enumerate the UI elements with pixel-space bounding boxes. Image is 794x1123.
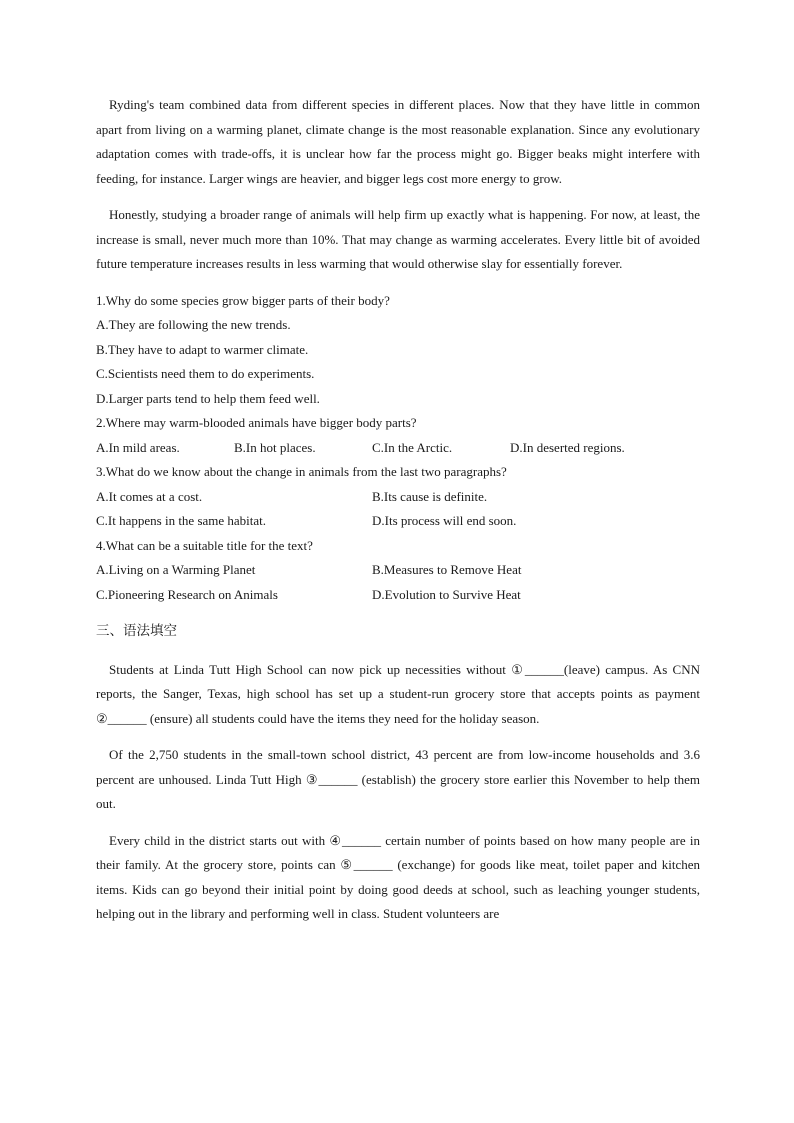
question-stem: 1.Why do some species grow bigger parts of their body? <box>96 292 390 308</box>
question-1 <box>96 289 700 412</box>
grammar-paragraph: Every child in the district starts out with ④______ certain number of points based on how many people are in their family. At the grocery store, points can ⑤______ (exchange) for goods like meat, toilet paper and kitchen items. Kids can go beyond their initial point by doing good deeds at school, such as leaching younger students, helping out in the library and performing well in class. Student volunteers are <box>96 832 700 921</box>
question-2 <box>96 411 700 460</box>
option-row <box>96 558 700 583</box>
option: A.It comes at a cost. <box>96 488 203 504</box>
option: D.In deserted regions. <box>510 439 625 455</box>
question-4 <box>96 534 700 608</box>
option: D.Its process will end soon. <box>372 513 517 528</box>
question-stem: 2.Where may warm-blooded animals have bigger body parts? <box>96 415 417 430</box>
option: C.It happens in the same habitat. <box>96 513 267 528</box>
document-content <box>96 93 700 939</box>
passage-paragraph: Honestly, studying a broader range of animals will help firm up exactly what is happening. For now, at least, the increase is small, never much more than 10%. That may change as warming accelerates. Every little bit of avoided future temperature increases results in less warming that would otherwise slay for essentially forever. <box>96 207 700 271</box>
option: A.They are following the new trends. <box>96 317 291 332</box>
section-heading: 三、语法填空 <box>96 623 177 639</box>
option: B.Measures to Remove Heat <box>372 562 522 577</box>
option: D.Evolution to Survive Heat <box>372 586 521 602</box>
option: B.They have to adapt to warmer climate. <box>96 341 309 357</box>
option: B.In hot places. <box>234 439 316 455</box>
option: A.Living on a Warming Planet <box>96 562 256 577</box>
question-stem: 4.What can be a suitable title for the text? <box>96 537 313 553</box>
question-stem: 3.What do we know about the change in animals from the last two paragraphs? <box>96 464 507 479</box>
option-row <box>96 583 700 608</box>
option-row <box>96 436 700 461</box>
passage-paragraph: Ryding's team combined data from different species in different places. Now that they have little in common apart from living on a warming planet, climate change is the most reasonable explanation. Since any evolutionary adaptation comes with trade-offs, it is unclear how far the process might go. Bigger beaks might interfere with feeding, for instance. Larger wings are heavier, and bigger legs cost more energy to grow. <box>96 97 700 186</box>
option: A.In mild areas. <box>96 439 180 455</box>
option: C.In the Arctic. <box>372 439 453 455</box>
option: D.Larger parts tend to help them feed well. <box>96 390 320 406</box>
option: C.Pioneering Research on Animals <box>96 586 278 602</box>
question-3 <box>96 460 700 534</box>
grammar-paragraph: Of the 2,750 students in the small-town school district, 43 percent are from low-income households and 3.6 percent are unhoused. Linda Tutt High ③______ (establish) the grocery store earlier this November to help them out. <box>96 747 700 811</box>
option: B.Its cause is definite. <box>372 488 488 504</box>
option: C.Scientists need them to do experiments. <box>96 366 315 381</box>
grammar-paragraph: Students at Linda Tutt High School can now pick up necessities without ①______(leave) campus. As CNN reports, the Sanger, Texas, high school has set up a student-run grocery store that accepts points as payment ②______ (ensure) all students could have the items they need for the holiday season. <box>96 661 700 726</box>
option-row <box>96 509 700 534</box>
option-row <box>96 485 700 510</box>
